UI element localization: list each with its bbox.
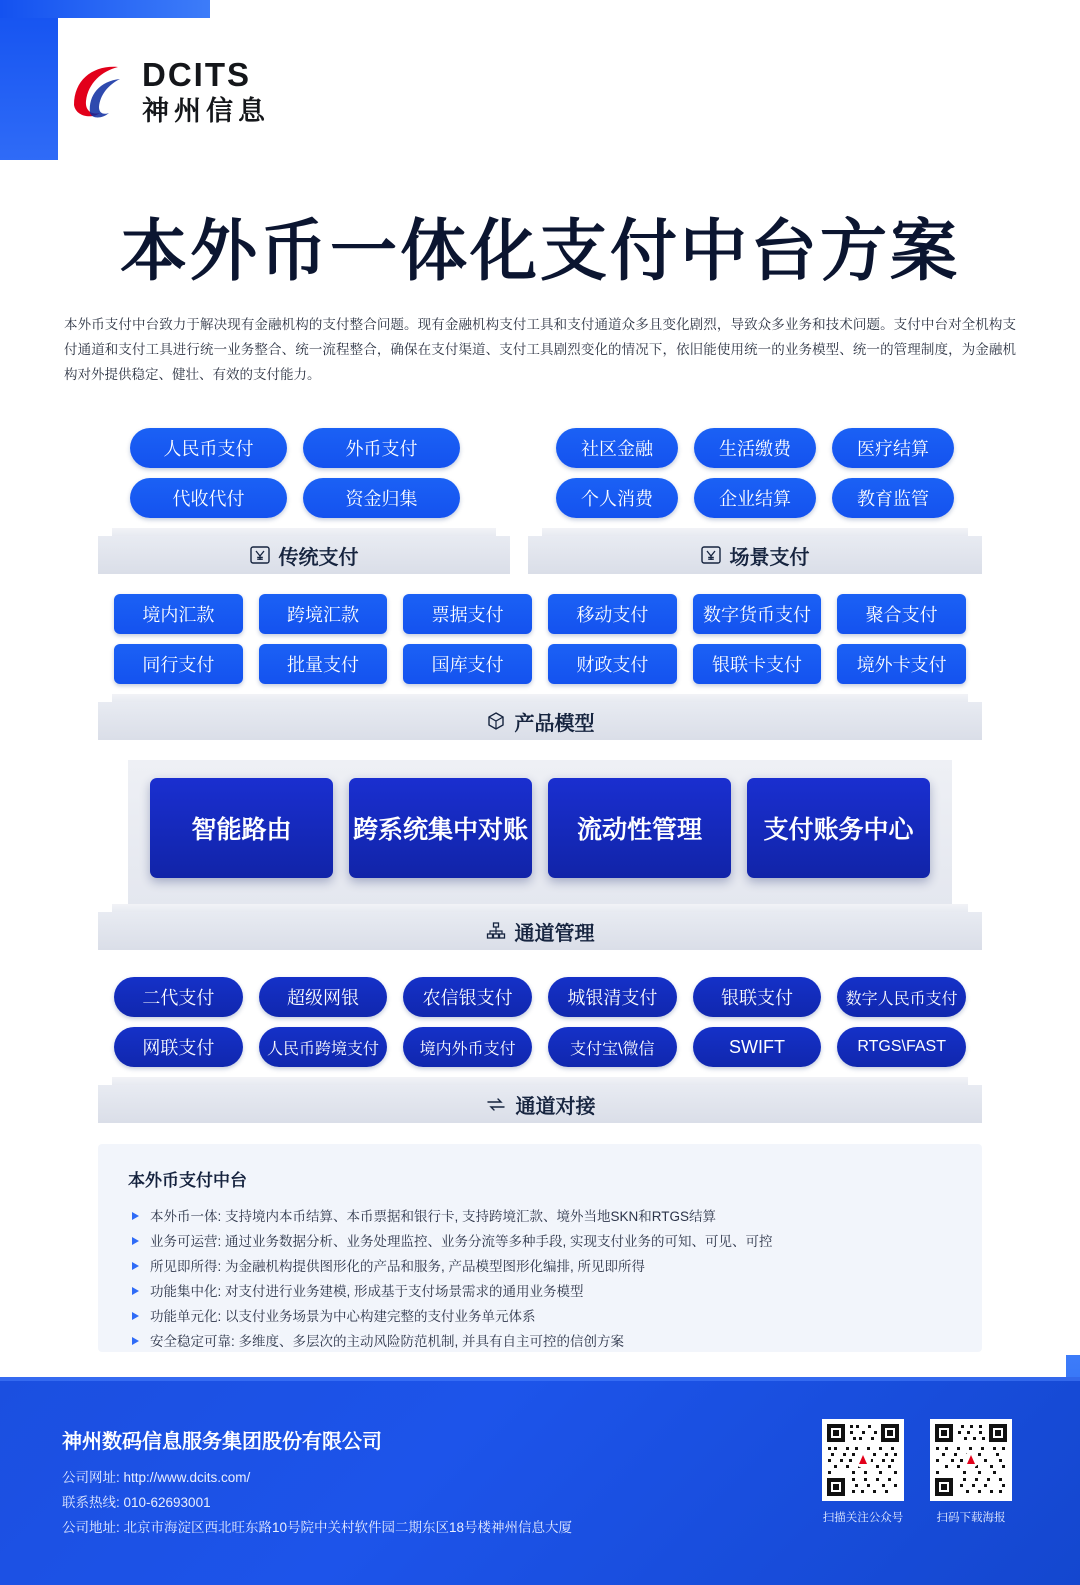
- platform-label: 场景支付: [729, 546, 810, 569]
- scenario-payment-platform: [528, 528, 982, 574]
- platform-label: 通道对接: [515, 1095, 596, 1118]
- pill-item[interactable]: 跨境汇款: [259, 594, 388, 634]
- pill-item[interactable]: RTGS\FAST: [837, 1027, 966, 1067]
- bullet-triangle-icon: [132, 1237, 139, 1245]
- pill-item[interactable]: 二代支付: [114, 977, 243, 1017]
- bullet-triangle-icon: [132, 1312, 139, 1320]
- footer-hotline: 联系热线: 010-62693001: [62, 1495, 211, 1510]
- pill-item[interactable]: 银联支付: [693, 977, 822, 1017]
- channel-management-items: [150, 778, 930, 878]
- core-box[interactable]: 智能路由: [150, 778, 333, 878]
- pill-item[interactable]: 城银清支付: [548, 977, 677, 1017]
- pill-item[interactable]: 境外卡支付: [837, 644, 966, 684]
- list-item: [132, 1329, 982, 1354]
- cube-icon: [486, 711, 506, 731]
- qr-code-wechat: [822, 1419, 904, 1501]
- list-item-text: 安全稳定可靠: 多维度、多层次的主动风险防范机制, 并具有自主可控的信创方案: [150, 1334, 625, 1349]
- decorative-corner-left: [0, 0, 58, 160]
- qr-item: [822, 1419, 904, 1525]
- brand-logo: [68, 58, 270, 125]
- bullet-triangle-icon: [132, 1212, 139, 1220]
- footer: [0, 1377, 1080, 1585]
- product-model-platform: [98, 694, 982, 740]
- traditional-payment-platform: [98, 528, 510, 574]
- list-item: [132, 1204, 982, 1229]
- platform-label: 通道管理: [514, 922, 595, 945]
- yuan-sign-icon: [701, 545, 721, 565]
- pill-item[interactable]: 数字人民币支付: [837, 977, 966, 1017]
- list-item-text: 功能单元化: 以支付业务场景为中心构建完整的支付业务单元体系: [150, 1309, 536, 1324]
- highlights-heading: 本外币支付中台: [128, 1171, 247, 1190]
- pill-item[interactable]: 外币支付: [303, 428, 460, 468]
- pill-item[interactable]: 聚合支付: [837, 594, 966, 634]
- pill-item[interactable]: 教育监管: [832, 478, 954, 518]
- footer-website[interactable]: 公司网址: http://www.dcits.com/: [62, 1470, 251, 1485]
- pill-item[interactable]: 网联支付: [114, 1027, 243, 1067]
- bullet-triangle-icon: [132, 1262, 139, 1270]
- exchange-arrows-icon: [485, 1094, 507, 1114]
- list-item: [132, 1254, 982, 1279]
- yuan-sign-icon: [250, 545, 270, 565]
- intro-paragraph: 本外币支付中台致力于解决现有金融机构的支付整合问题。现有金融机构支付工具和支付通道众多且变化剧烈，导致众多业务和技术问题。支付中台对全机构支付通道和支付工具进行统一业务整合、统一流程整合，确保在支付渠道、支付工具剧烈变化的情况下，依旧能使用统一的业务模型、统一的管理制度，为金融机构对外提供稳定、健壮、有效的支付能力。: [64, 317, 1016, 382]
- list-item: [132, 1304, 982, 1329]
- qr-caption: 扫描关注公众号: [822, 1512, 904, 1524]
- qr-caption: 扫码下载海报: [936, 1512, 1006, 1524]
- page-title: 本外币一体化支付中台方案: [120, 214, 960, 289]
- pill-item[interactable]: 同行支付: [114, 644, 243, 684]
- pill-item[interactable]: 农信银支付: [403, 977, 532, 1017]
- pill-item[interactable]: 票据支付: [403, 594, 532, 634]
- footer-contact-block: [62, 1465, 572, 1540]
- qr-item: [930, 1419, 1012, 1525]
- highlights-card: [98, 1144, 982, 1352]
- dcits-swoosh-logo-icon: [68, 61, 130, 123]
- pill-item[interactable]: 移动支付: [548, 594, 677, 634]
- pill-item[interactable]: 医疗结算: [832, 428, 954, 468]
- footer-company-name: 神州数码信息服务集团股份有限公司: [62, 1431, 382, 1453]
- pill-item[interactable]: 生活缴费: [694, 428, 816, 468]
- core-box[interactable]: 支付账务中心: [747, 778, 930, 878]
- platform-label: 产品模型: [514, 712, 595, 735]
- footer-address: 公司地址: 北京市海淀区西北旺东路10号院中关村软件园二期东区18号楼神州信息大厦: [62, 1520, 573, 1535]
- bullet-triangle-icon: [132, 1337, 139, 1345]
- core-box[interactable]: 跨系统集中对账: [349, 778, 532, 878]
- pill-item[interactable]: 人民币跨境支付: [259, 1027, 388, 1067]
- pill-item[interactable]: 代收代付: [130, 478, 287, 518]
- list-item-text: 本外币一体: 支持境内本币结算、本币票据和银行卡, 支持跨境汇款、境外当地SKN和RTGS结算: [150, 1209, 717, 1224]
- pill-item[interactable]: 境内外币支付: [403, 1027, 532, 1067]
- org-chart-icon: [486, 921, 506, 941]
- pill-item[interactable]: 社区金融: [556, 428, 678, 468]
- list-item-text: 功能集中化: 对支付进行业务建模, 形成基于支付场景需求的通用业务模型: [150, 1284, 584, 1299]
- bullet-triangle-icon: [132, 1287, 139, 1295]
- pill-item[interactable]: 批量支付: [259, 644, 388, 684]
- list-item: [132, 1279, 982, 1304]
- core-box[interactable]: 流动性管理: [548, 778, 731, 878]
- pill-item[interactable]: 数字货币支付: [693, 594, 822, 634]
- footer-qr-group: [822, 1419, 1012, 1525]
- pill-item[interactable]: 个人消费: [556, 478, 678, 518]
- channel-integration-items: [114, 977, 966, 1067]
- pill-item[interactable]: 财政支付: [548, 644, 677, 684]
- scenario-payment-items: [556, 428, 954, 518]
- pill-item[interactable]: 企业结算: [694, 478, 816, 518]
- channel-integration-platform: [98, 1077, 982, 1123]
- product-model-items: [114, 594, 966, 684]
- pill-item[interactable]: 超级网银: [259, 977, 388, 1017]
- pill-item[interactable]: SWIFT: [693, 1027, 822, 1067]
- pill-item[interactable]: 国库支付: [403, 644, 532, 684]
- footer-top-divider: [0, 1377, 1080, 1381]
- pill-item[interactable]: 支付宝\微信: [548, 1027, 677, 1067]
- traditional-payment-items: [130, 428, 460, 518]
- pill-item[interactable]: 资金归集: [303, 478, 460, 518]
- logo-en-text: DCITS: [142, 56, 251, 93]
- channel-management-platform: [98, 904, 982, 950]
- list-item-text: 所见即所得: 为金融机构提供图形化的产品和服务, 产品模型图形化编排, 所见即所得: [150, 1259, 646, 1274]
- highlights-list: [132, 1204, 982, 1354]
- decorative-corner-top: [0, 0, 210, 18]
- pill-item[interactable]: 境内汇款: [114, 594, 243, 634]
- pill-item[interactable]: 银联卡支付: [693, 644, 822, 684]
- logo-cn-text: 神州信息: [142, 96, 270, 126]
- qr-code-poster: [930, 1419, 1012, 1501]
- platform-label: 传统支付: [278, 546, 359, 569]
- pill-item[interactable]: 人民币支付: [130, 428, 287, 468]
- list-item: [132, 1229, 982, 1254]
- list-item-text: 业务可运营: 通过业务数据分析、业务处理监控、业务分流等多种手段, 实现支付业务的可知、可见、可控: [150, 1234, 773, 1249]
